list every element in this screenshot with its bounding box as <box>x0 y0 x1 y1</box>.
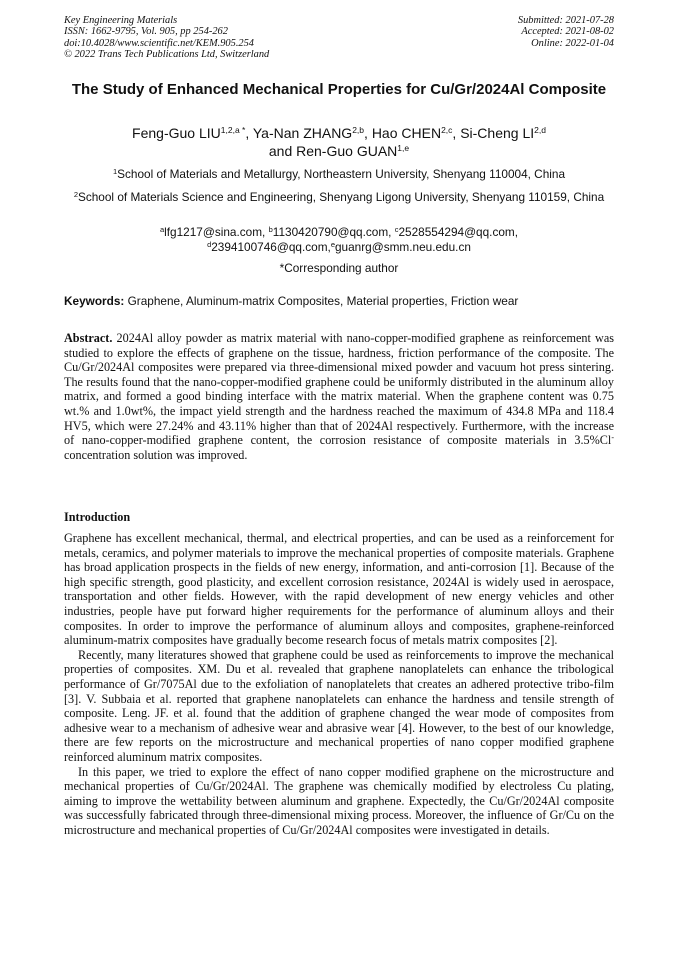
abstract-text: 2024Al alloy powder as matrix material with nano-copper-modified graphene as reinforcement was studied to explore the effects of graphene on the tissue, hardness, friction performance of the composite. The Cu/Gr/2024Al composites were prepared via three-dimensional mixed powder and vacuum hot press sintering. The results found that the nano-copper-modified graphene could be uniformly distributed in the aluminum alloy matrix, and formed a good binding interface with the matrix material. When the graphene content was 0.75 wt.% and 1.0wt%, the impact yield strength and the hardness reached the maximum of 434.8 MPa and 118.4 HV5, which were 27.24% and 43.11% higher than that of 2024Al respectively. Furthermore, with the increase of nano-copper-modified graphene content, the corrosion resistance of composite materials in 3.5%Cl <box>64 331 614 448</box>
email-marker: e <box>330 240 335 249</box>
abstract <box>64 331 614 462</box>
keywords-text: Graphene, Aluminum-matrix Composites, Material properties, Friction wear <box>124 294 519 308</box>
author-affiliation-marker: 2,d <box>534 125 546 135</box>
email-link[interactable]: lfg1217@sina.com, <box>164 225 269 239</box>
email-link[interactable]: 1130420790@qq.com, <box>272 225 395 239</box>
affiliation-text: School of Materials and Metallurgy, Northeastern University, Shenyang 110004, China <box>117 167 566 181</box>
affiliation-2 <box>64 190 614 205</box>
doi-line[interactable]: doi:10.4028/www.scientific.net/KEM.905.254 <box>64 37 254 49</box>
introduction-body <box>64 531 614 837</box>
affiliation-text: School of Materials Science and Engineering, Shenyang Ligong University, Shenyang 110159, China <box>77 190 605 204</box>
abstract-label: Abstract. <box>64 331 113 345</box>
author-separator: , <box>364 125 372 141</box>
email-link[interactable]: 2528554294@qq.com, <box>398 225 519 239</box>
email-link[interactable]: 2394100746@qq.com, <box>211 240 331 254</box>
author-affiliation-marker: 1,2,a * <box>220 125 246 135</box>
author-name: Hao CHEN <box>371 125 442 141</box>
affiliation-marker: 1 <box>112 167 118 176</box>
paragraph: Graphene has excellent mechanical, thermal, and electrical properties, and can be used as a reinforcement for metals, ceramics, and polymer materials to improve the mechanical properties of composite materials. Graphene has broad application prospects in the fields of new energy, information, and anti-corrosion [1]. Because of the high specific strength, good plasticity, and excellent corrosion resistance, 2024Al is widely used in aerospace, transportation and other fields. However, with the rapid development of new energy vehicles and other industries, people have put forward higher requirements for the performance of aluminum alloys and their composites. In order to improve the performance of aluminum alloys and composites, graphene-reinforced aluminum-matrix composites have gradually become research focus of metals matrix composites [2]. <box>64 531 614 648</box>
author-list <box>64 124 614 160</box>
abstract-text-tail: concentration solution was improved. <box>64 447 248 462</box>
author-name: Feng-Guo LIU <box>132 125 221 141</box>
section-heading: Introduction <box>64 510 131 524</box>
paragraph: In this paper, we tried to explore the effect of nano copper modified graphene on the microstructure and mechanical properties of Cu/Gr/2024Al. The graphene was chemically modified by electroless Cu plating, aiming to improve the wettability between aluminum and graphene. Expectedly, the Cu/Gr/2024Al composite was successfully fabricated through three-dimensional mixing process. Moreover, the influence of Gr/Cu on the microstructure and mechanical properties of Cu/Gr/2024Al composites were investigated in details. <box>64 764 614 837</box>
email-marker: d <box>207 240 212 249</box>
email-marker: c <box>394 225 399 234</box>
abstract-superscript: - <box>611 433 614 443</box>
email-marker: a <box>159 225 165 234</box>
author-affiliation-marker: 2,c <box>441 125 453 135</box>
author-separator: , <box>452 125 461 141</box>
affiliation-marker: 2 <box>73 190 78 199</box>
keywords <box>64 294 614 309</box>
affiliation-1 <box>64 167 614 182</box>
issn-line: ISSN: 1662-9795, Vol. 905, pp 254-262 <box>64 26 228 38</box>
author-name: Si-Cheng LI <box>460 125 535 141</box>
keywords-label: Keywords: <box>64 294 125 308</box>
email-marker: b <box>268 225 273 234</box>
publication-info <box>64 15 269 60</box>
author-affiliation-marker: 2,b <box>352 125 365 135</box>
author-emails <box>64 225 614 255</box>
author-separator: , <box>245 125 253 141</box>
paragraph: Recently, many literatures showed that graphene could be used as reinforcements to improve the mechanical properties of composites. XM. Du et al. revealed that graphene nanoplatelets can enhance the tribological performance of Gr/7075Al due to the exfoliation of nanoplatelets that creates an adhered protective tribo-film [3]. V. Subbaia et al. reported that graphene nanoplatelets can enhance the hardness and tensile strength of composite. Leng. JF. et al. found that the addition of graphene changed the wear mode of composites from adhesive wear to a mechanism of adhesive wear and abrasive wear [4]. However, to the best of our knowledge, there are few reports on the microstructure and mechanical properties of nano copper modified graphene reinforced aluminum matrix composites. <box>64 647 614 764</box>
journal-name: Key Engineering Materials <box>64 15 178 26</box>
email-link[interactable]: guanrg@smm.neu.edu.cn <box>334 240 471 254</box>
publication-dates <box>518 15 614 49</box>
author-name: and Ren-Guo GUAN <box>268 143 398 159</box>
submitted-date: Submitted: 2021-07-28 <box>517 15 614 26</box>
author-name: Ya-Nan ZHANG <box>252 125 353 141</box>
author-affiliation-marker: 1,e <box>397 143 410 153</box>
online-date: Online: 2022-01-04 <box>531 37 614 49</box>
paper-title: The Study of Enhanced Mechanical Properties for Cu/Gr/2024Al Composite <box>71 81 607 98</box>
copyright-line: © 2022 Trans Tech Publications Ltd, Switzerland <box>64 48 270 60</box>
corresponding-author-note: *Corresponding author <box>279 261 399 275</box>
accepted-date: Accepted: 2021-08-02 <box>521 26 614 38</box>
